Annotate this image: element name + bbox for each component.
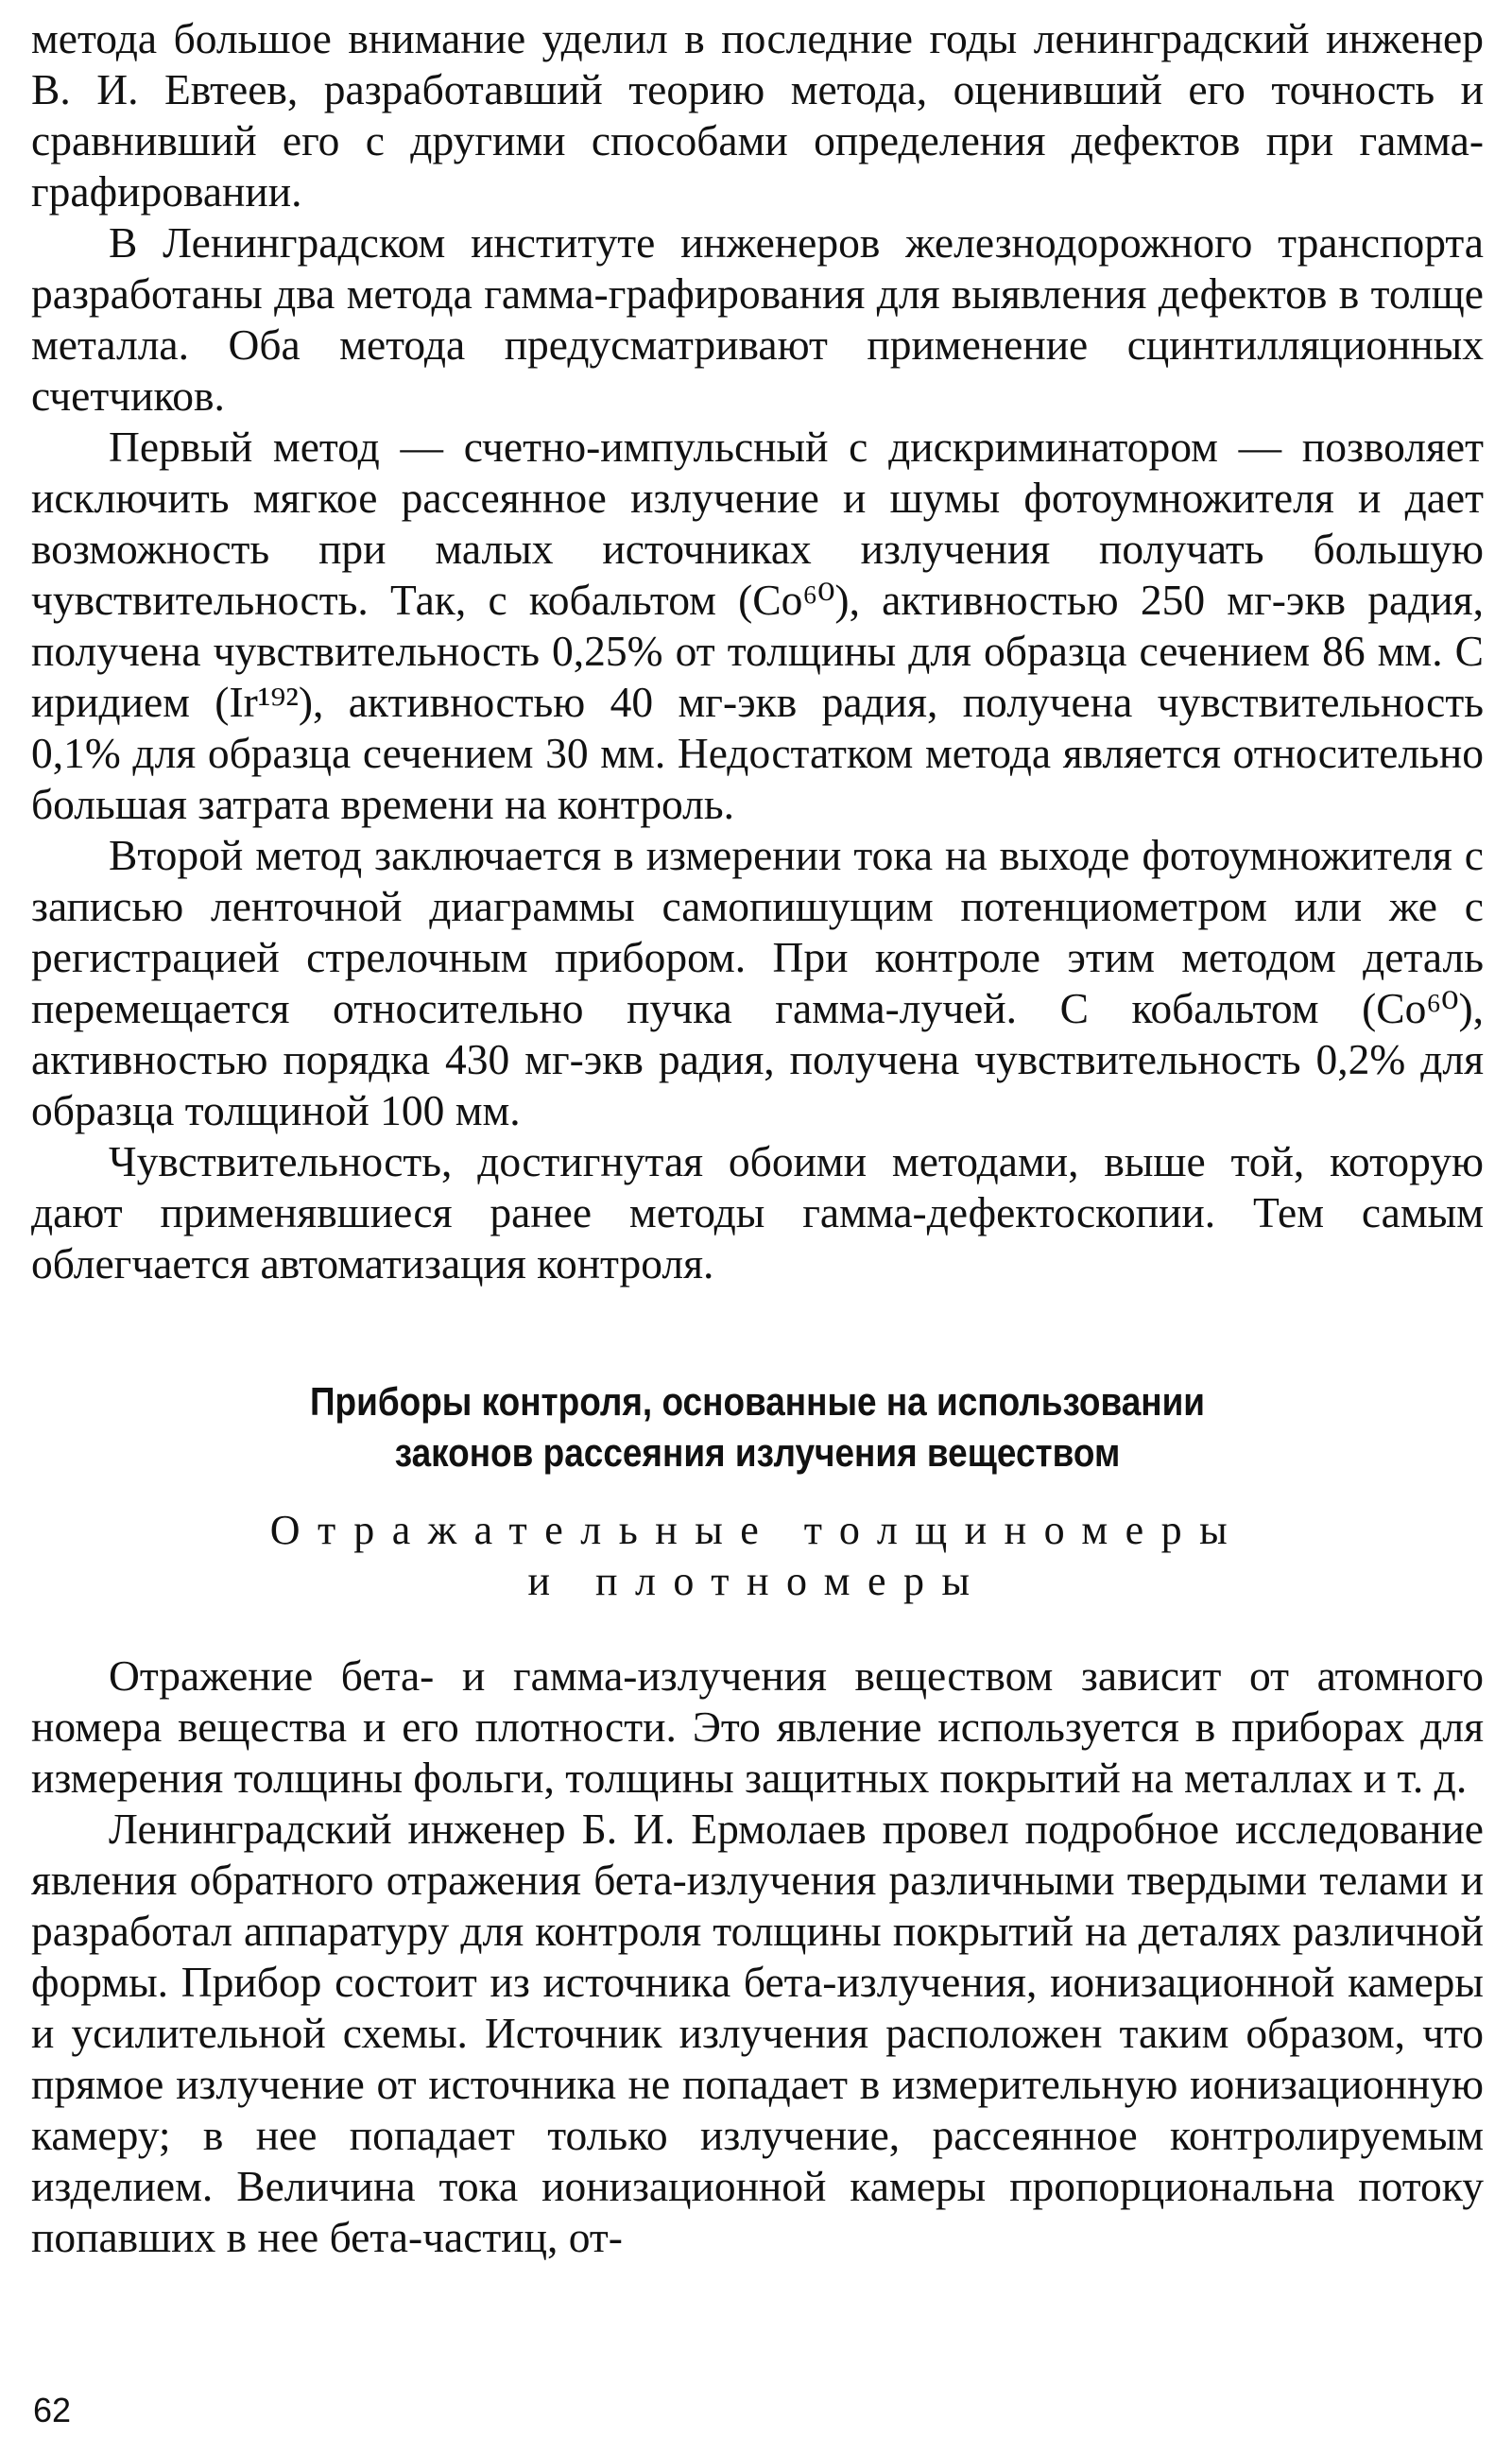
section-heading: [118, 1376, 1397, 1478]
paragraph-ermolaev: Ленинградский инженер Б. И. Ермолаев провел подробное исследование явления обратного отражения бета-излучения различными твердыми телами и разработал аппаратуру для контроля толщины покрытий на деталях различной формы. Прибор состоит из источника бета-излучения, ионизационной камеры и усилительной схемы. Источник излучения расположен таким образом, что прямое излучение от источника не попадает в измерительную ионизационную камеру; в нее попадает только излучение, рассеянное контролируемым изделием. Величина тока ионизационной камеры пропорциональна потоку попавших в нее бета-частиц, от-: [31, 1805, 1484, 2261]
section-heading-line-1: Приборы контроля, основанные на использовании: [309, 1379, 1206, 1424]
paragraph-first-method: Первый метод — счетно-импульсный с дискриминатором — позволяет исключить мягкое рассеянное излучение и шумы фотоумножителя и дает возможность при малых источниках излучения получать большую чувствительность. Так, с кобальтом (Co⁶⁰), активностью 250 мг-экв радия, получена чувствительность 0,25% от толщины для образца сечением 86 мм. С иридием (Ir¹⁹²), активностью 40 мг-экв радия, получена чувствительность 0,1% для образца сечением 30 мм. Недостатком метода является относительно большая затрата времени на контроль.: [31, 423, 1484, 828]
paragraph-continuation: метода большое внимание уделил в последние годы ленинградский инженер В. И. Евтеев, разработавший теорию метода, оценивший его точность и сравнивший его с другими способами определения дефектов при гамма-графировании.: [31, 14, 1484, 216]
paragraph-sensitivity: Чувствительность, достигнутая обоими методами, выше той, которую дают применявшиеся ранее методы гамма-дефектоскопии. Тем самым облегчается автоматизация контроля.: [31, 1137, 1484, 1287]
section-heading-line-2: законов рассеяния излучения веществом: [394, 1430, 1121, 1475]
paragraph-second-method: Второй метод заключается в измерении тока на выходе фотоумножителя с записью ленточной диаграммы самопишущим потенциометром или же с регистрацией стрелочным прибором. При контроле этим методом деталь перемещается относительно пучка гамма-лучей. С кобальтом (Co⁶⁰), активностью порядка 430 мг-экв радия, получена чувствительность 0,2% для образца толщиной 100 мм.: [31, 831, 1484, 1134]
sub-heading: [31, 1505, 1484, 1607]
paragraph-institute: В Ленинградском институте инженеров железнодорожного транспорта разработаны два метода гамма-графирования для выявления дефектов в толще металла. Оба метода предусматривают применение сцинтилляционных счетчиков.: [31, 218, 1484, 420]
sub-heading-line-2: и плотномеры: [527, 1558, 988, 1604]
paragraph-reflection: Отражение бета- и гамма-излучения веществом зависит от атомного номера вещества и его плотности. Это явление используется в приборах для измерения толщины фольги, толщины защитных покрытий на металлах и т. д.: [31, 1651, 1484, 1802]
sub-heading-line-1: Отражательные толщиномеры: [269, 1507, 1246, 1553]
page-number: 62: [33, 2391, 72, 2429]
